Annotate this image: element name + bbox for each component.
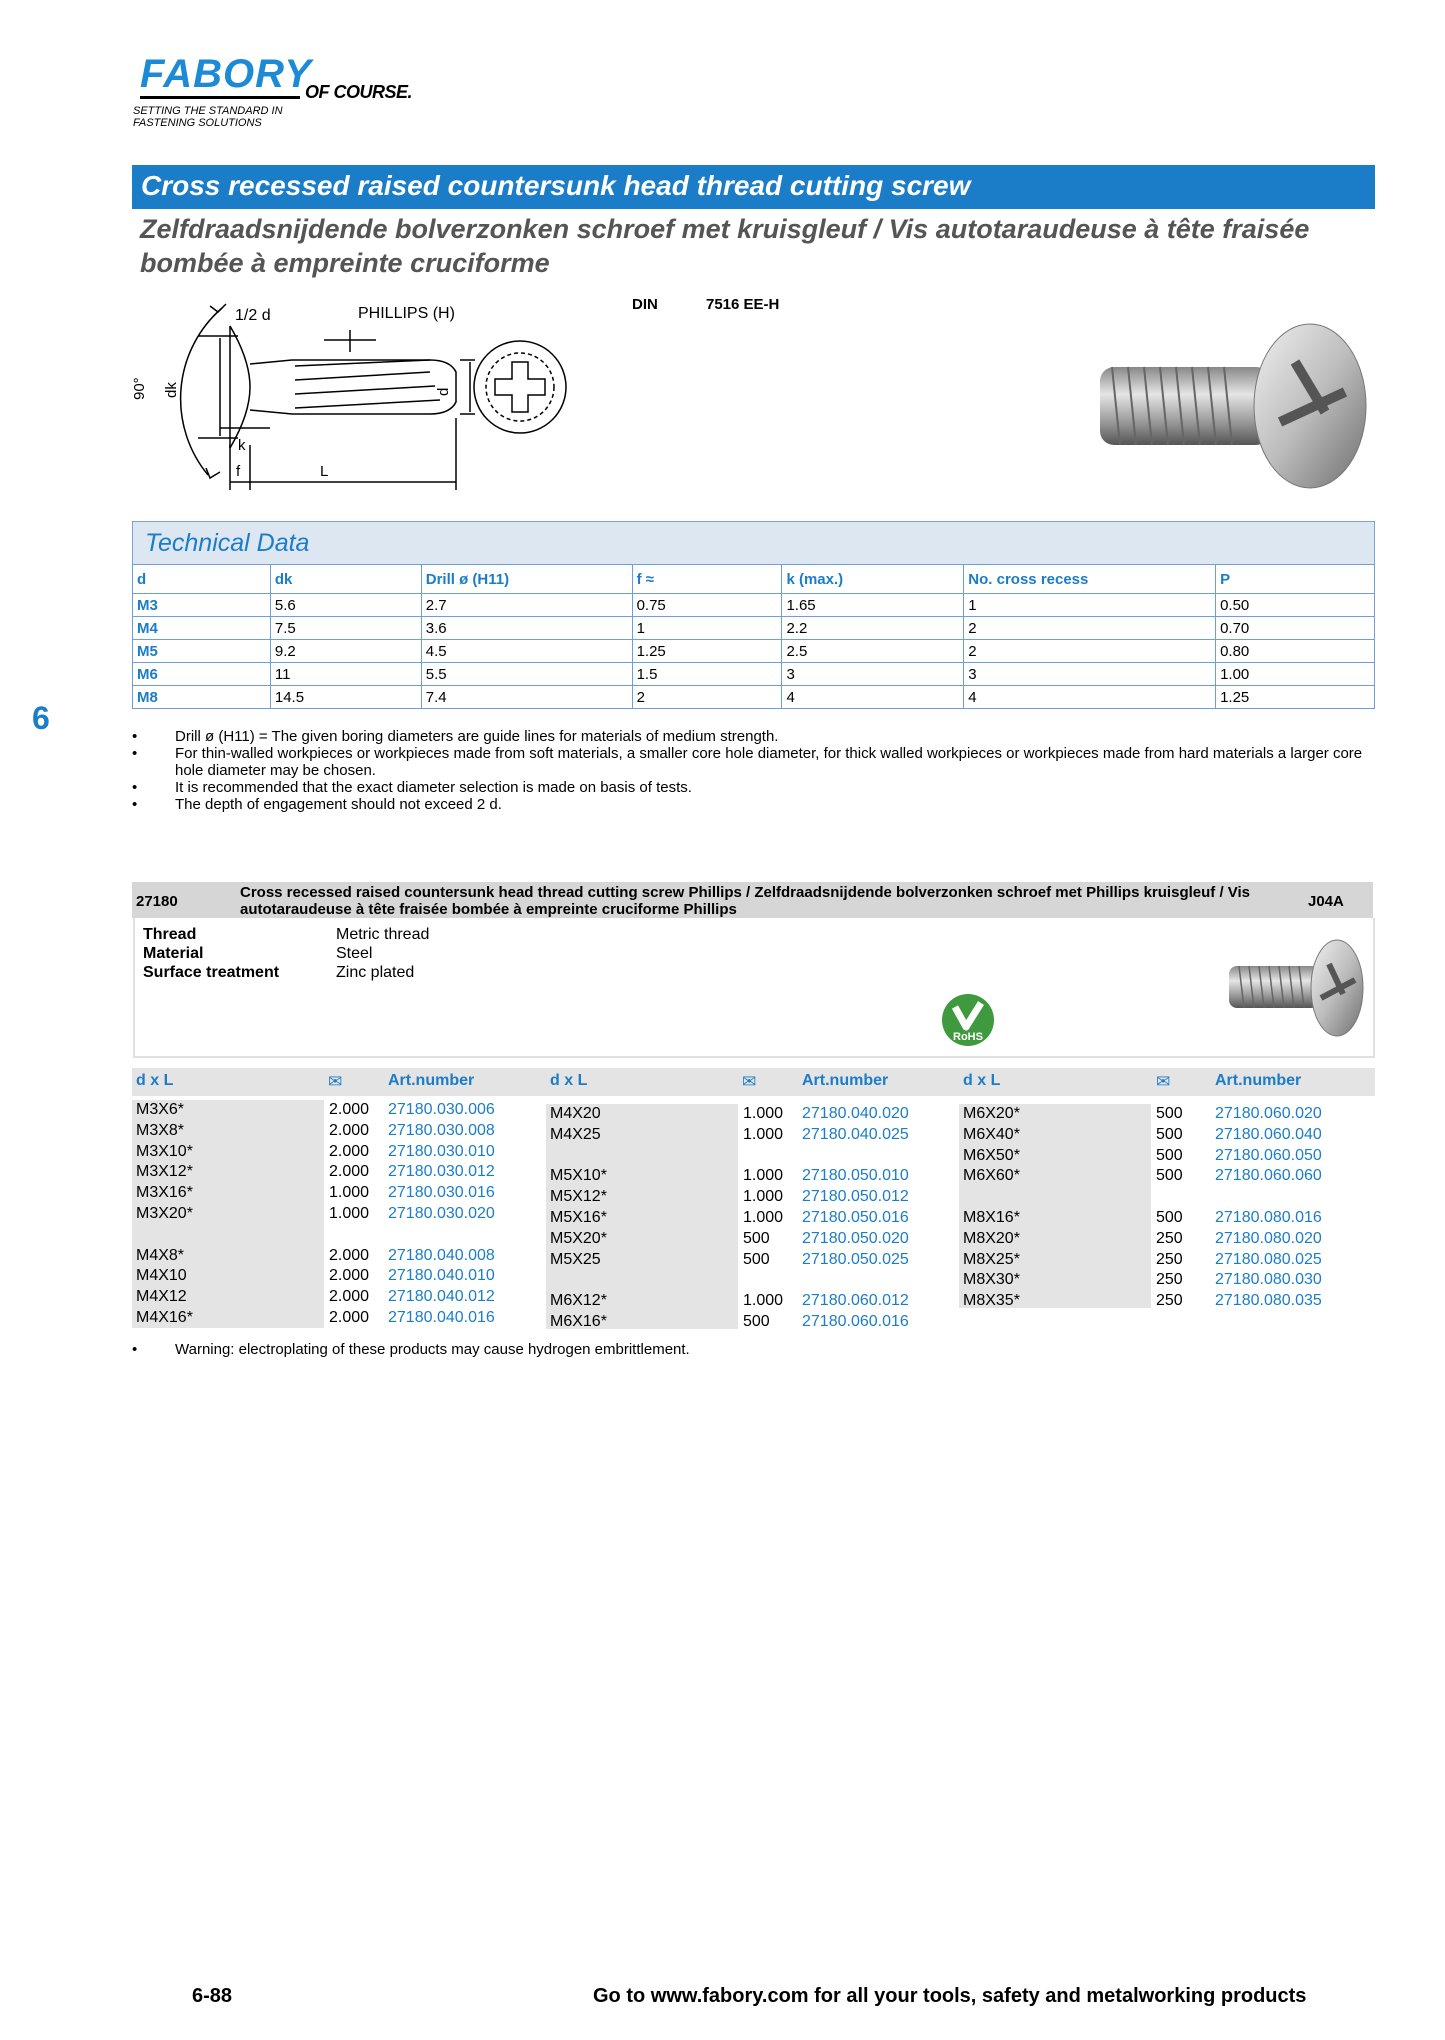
- col-header: d: [133, 565, 271, 594]
- article-qty: 1.000: [743, 1125, 784, 1143]
- product-number: 27180: [136, 893, 178, 910]
- article-size: M3X6*: [136, 1101, 185, 1118]
- list-item: [136, 1183, 546, 1204]
- article-number-link[interactable]: 27180.060.060: [1215, 1167, 1322, 1185]
- article-number-link[interactable]: 27180.030.008: [388, 1121, 495, 1139]
- table-cell: 0.75: [632, 594, 782, 617]
- table-cell: 1: [964, 594, 1216, 617]
- article-qty: 2.000: [329, 1308, 370, 1326]
- article-number-link[interactable]: 27180.080.020: [1215, 1229, 1322, 1247]
- article-size: M3X12*: [136, 1163, 193, 1181]
- article-qty: 2.000: [329, 1288, 370, 1306]
- header-dxl: d x L: [963, 1072, 1001, 1089]
- screw-photo: [1090, 322, 1380, 502]
- article-size: M5X10*: [550, 1167, 607, 1185]
- article-size: M5X25: [550, 1250, 601, 1268]
- article-number-link[interactable]: 27180.030.012: [388, 1163, 495, 1181]
- article-number-link[interactable]: 27180.040.016: [388, 1308, 495, 1326]
- article-size: M3X20*: [136, 1204, 193, 1222]
- chapter-number: 6: [32, 700, 50, 736]
- table-cell: M4: [133, 617, 271, 640]
- table-header-row: [133, 565, 1375, 594]
- article-column-2: [550, 1104, 960, 1333]
- col-header: No. cross recess: [964, 565, 1216, 594]
- prop-value: Zinc plated: [336, 964, 415, 981]
- label-d: d: [435, 387, 452, 396]
- technical-drawing: [130, 290, 600, 500]
- table-cell: 0.70: [1216, 617, 1375, 640]
- article-size: M4X12: [136, 1288, 187, 1306]
- product-properties-box: [133, 918, 1375, 1058]
- article-number-link[interactable]: 27180.080.025: [1215, 1250, 1322, 1268]
- table-row: [133, 663, 1375, 686]
- list-item: [550, 1229, 960, 1250]
- note-list: [0, 728, 1445, 813]
- article-number-link[interactable]: 27180.060.040: [1215, 1125, 1322, 1143]
- article-number-link[interactable]: 27180.080.035: [1215, 1292, 1322, 1310]
- list-item: [550, 1125, 960, 1146]
- article-number-link[interactable]: 27180.050.010: [802, 1167, 909, 1185]
- article-size: M5X20*: [550, 1229, 607, 1247]
- article-number-link[interactable]: 27180.050.012: [802, 1188, 909, 1206]
- table-cell: 7.5: [270, 617, 421, 640]
- article-number-link[interactable]: 27180.060.020: [1215, 1105, 1322, 1122]
- article-qty: 500: [1156, 1105, 1183, 1122]
- list-item: [963, 1125, 1373, 1146]
- article-number-link[interactable]: 27180.040.010: [388, 1267, 495, 1285]
- article-qty: 1.000: [743, 1105, 784, 1122]
- article-number-link[interactable]: 27180.050.025: [802, 1250, 909, 1268]
- list-item: • Warning: electroplating of these products may cause hydrogen embrittlement.: [132, 1341, 690, 1358]
- table-cell: 5.6: [270, 594, 421, 617]
- table-cell: 1.00: [1216, 663, 1375, 686]
- list-item: [963, 1250, 1373, 1271]
- din-label: DIN: [632, 296, 658, 313]
- article-size: M6X12*: [550, 1292, 607, 1310]
- article-qty: 500: [743, 1312, 770, 1330]
- package-icon: ✉: [1156, 1072, 1171, 1091]
- prop-key: Material: [143, 945, 204, 962]
- prop-value: Metric thread: [336, 926, 430, 943]
- article-size: M8X20*: [963, 1229, 1020, 1247]
- article-qty: 2.000: [329, 1246, 370, 1264]
- table-cell: 7.4: [421, 686, 632, 709]
- article-size: M8X25*: [963, 1250, 1020, 1268]
- table-cell: M3: [133, 594, 271, 617]
- col-header: dk: [270, 565, 421, 594]
- article-size: M8X35*: [963, 1292, 1020, 1310]
- article-qty: 500: [1156, 1167, 1183, 1185]
- list-item: • The depth of engagement should not exceed 2 d.: [132, 796, 502, 813]
- header-art: Art.number: [802, 1072, 889, 1089]
- article-size: M5X12*: [550, 1188, 607, 1206]
- article-number-link[interactable]: 27180.060.050: [1215, 1146, 1322, 1164]
- list-item: [136, 1308, 546, 1329]
- article-size: M4X25: [550, 1125, 601, 1143]
- label-k: k: [238, 437, 246, 454]
- package-icon: ✉: [742, 1072, 757, 1091]
- article-number-link[interactable]: 27180.040.025: [802, 1125, 909, 1143]
- article-number-link[interactable]: 27180.060.016: [802, 1312, 909, 1330]
- article-qty: 1.000: [329, 1204, 370, 1222]
- article-size: M4X20: [550, 1105, 601, 1122]
- list-item: [963, 1208, 1373, 1229]
- table-row: [133, 617, 1375, 640]
- article-number-link[interactable]: 27180.030.010: [388, 1142, 495, 1160]
- label-angle: 90°: [131, 377, 148, 400]
- article-qty: 500: [743, 1250, 770, 1268]
- article-qty: 1.000: [743, 1208, 784, 1226]
- article-number-link[interactable]: 27180.080.016: [1215, 1208, 1322, 1226]
- table-cell: 14.5: [270, 686, 421, 709]
- article-qty: 2.000: [329, 1142, 370, 1160]
- list-item: [550, 1312, 960, 1333]
- article-number-link[interactable]: 27180.060.012: [802, 1292, 909, 1310]
- article-number-link[interactable]: 27180.040.008: [388, 1246, 495, 1264]
- table-cell: 3: [964, 663, 1216, 686]
- table-cell: 2.7: [421, 594, 632, 617]
- article-number-link[interactable]: 27180.030.020: [388, 1204, 495, 1222]
- list-item: [963, 1187, 1373, 1208]
- list-item: [963, 1146, 1373, 1167]
- table-cell: 0.50: [1216, 594, 1375, 617]
- list-item: [963, 1166, 1373, 1187]
- brand-suffix: OF COURSE.: [305, 82, 413, 102]
- table-cell: 1: [632, 617, 782, 640]
- page-number: 6-88: [192, 1985, 233, 2007]
- article-size: M3X8*: [136, 1121, 185, 1139]
- table-cell: 11: [270, 663, 421, 686]
- page-subtitle: Zelfdraadsnijdende bolverzonken schroef met kruisgleuf / Vis autotaraudeuse à tête fraisée bombée à empreinte cruciforme: [140, 214, 1310, 278]
- list-item: [550, 1146, 960, 1167]
- article-size: M3X10*: [136, 1142, 193, 1160]
- brand-tagline: SETTING THE STANDARD IN FASTENING SOLUTIONS: [133, 105, 283, 129]
- page-title: Cross recessed raised countersunk head thread cutting screw: [141, 170, 971, 201]
- list-item: • For thin-walled workpieces or workpieces made from soft materials, a smaller core hole diameter, for thick walled workpieces or workpieces made from hard materials a larger core hole diameter may be chosen.: [132, 745, 1363, 779]
- table-cell: 3.6: [421, 617, 632, 640]
- label-half-d: 1/2 d: [235, 307, 271, 324]
- rohs-label: RoHS: [953, 1031, 983, 1043]
- header-art: Art.number: [388, 1072, 475, 1089]
- article-number-link[interactable]: 27180.050.020: [802, 1229, 909, 1247]
- list-item: [136, 1121, 546, 1142]
- article-size: M3X16*: [136, 1184, 193, 1202]
- article-size: M8X30*: [963, 1271, 1020, 1289]
- article-qty: 500: [1156, 1125, 1183, 1143]
- article-number-link[interactable]: 27180.030.006: [388, 1101, 495, 1118]
- col-header: f ≈: [632, 565, 782, 594]
- product-code: J04A: [1308, 893, 1344, 910]
- article-qty: 500: [1156, 1208, 1183, 1226]
- table-cell: 9.2: [270, 640, 421, 663]
- list-item: • Drill ø (H11) = The given boring diameters are guide lines for materials of medium strength.: [132, 728, 779, 745]
- list-item: [136, 1204, 546, 1225]
- table-cell: 3: [782, 663, 964, 686]
- list-item: [136, 1100, 546, 1121]
- header-art: Art.number: [1215, 1072, 1302, 1089]
- list-item: [136, 1225, 546, 1246]
- article-qty: 2.000: [329, 1267, 370, 1285]
- table-cell: 2: [964, 617, 1216, 640]
- rohs-badge: [938, 993, 998, 1047]
- article-column-3: [963, 1104, 1373, 1312]
- label-dk: dk: [163, 382, 180, 398]
- list-item: [550, 1208, 960, 1229]
- article-size: M4X10: [136, 1267, 187, 1285]
- header-dxl: d x L: [136, 1072, 174, 1089]
- col-header: Drill ø (H11): [421, 565, 632, 594]
- table-cell: 0.80: [1216, 640, 1375, 663]
- list-item: [136, 1287, 546, 1308]
- article-qty: 500: [1156, 1146, 1183, 1164]
- table-cell: 4.5: [421, 640, 632, 663]
- article-size: M6X60*: [963, 1167, 1020, 1185]
- table-cell: 2: [964, 640, 1216, 663]
- prop-key: Surface treatment: [143, 964, 280, 981]
- table-cell: 1.25: [632, 640, 782, 663]
- table-row: [133, 686, 1375, 709]
- table-cell: M8: [133, 686, 271, 709]
- table-cell: M5: [133, 640, 271, 663]
- article-qty: 2.000: [329, 1121, 370, 1139]
- article-qty: 250: [1156, 1292, 1183, 1310]
- product-description: Cross recessed raised countersunk head thread cutting screw Phillips / Zelfdraadsnijdende bolverzonken schroef met Phillips kruisgleuf / Vis autotaraudeuse à tête fraisée bombée à empreinte cruciforme Phillips: [240, 884, 1251, 918]
- article-size: M6X16*: [550, 1312, 607, 1330]
- article-qty: 250: [1156, 1250, 1183, 1268]
- logo-rule: [140, 96, 300, 99]
- table-cell: 1.65: [782, 594, 964, 617]
- package-icon: ✉: [328, 1072, 343, 1091]
- table-cell: 1.25: [1216, 686, 1375, 709]
- list-item: [963, 1291, 1373, 1312]
- article-size: M4X16*: [136, 1308, 193, 1326]
- col-header: k (max.): [782, 565, 964, 594]
- list-item: [550, 1187, 960, 1208]
- list-item: [550, 1270, 960, 1291]
- article-qty: 1.000: [329, 1184, 370, 1202]
- table-cell: 2.5: [782, 640, 964, 663]
- list-item: [136, 1266, 546, 1287]
- article-number-link[interactable]: 27180.080.030: [1215, 1271, 1322, 1289]
- article-qty: 2.000: [329, 1101, 370, 1118]
- table-cell: 1.5: [632, 663, 782, 686]
- technical-data-table: [132, 564, 1375, 709]
- article-number-link[interactable]: 27180.050.016: [802, 1208, 909, 1226]
- table-row: [133, 594, 1375, 617]
- article-size: M5X16*: [550, 1208, 607, 1226]
- list-item: [136, 1142, 546, 1163]
- table-cell: 4: [782, 686, 964, 709]
- prop-key: Thread: [143, 926, 197, 943]
- article-number-link[interactable]: 27180.040.012: [388, 1288, 495, 1306]
- prop-value: Steel: [336, 945, 373, 962]
- article-qty: 250: [1156, 1271, 1183, 1289]
- article-qty: 250: [1156, 1229, 1183, 1247]
- article-number-link[interactable]: 27180.030.016: [388, 1184, 495, 1202]
- screw-thumbnail: [1225, 936, 1365, 1046]
- table-cell: 2.2: [782, 617, 964, 640]
- list-item: [550, 1166, 960, 1187]
- label-phillips: PHILLIPS (H): [358, 305, 455, 322]
- table-cell: 2: [632, 686, 782, 709]
- list-item: [136, 1162, 546, 1183]
- list-item: [550, 1104, 960, 1125]
- article-size: M6X20*: [963, 1105, 1020, 1122]
- brand-logo: FABORY: [140, 52, 312, 96]
- header-dxl: d x L: [550, 1072, 588, 1089]
- article-qty: 1.000: [743, 1167, 784, 1185]
- list-item: [963, 1270, 1373, 1291]
- article-size: M8X16*: [963, 1208, 1020, 1226]
- article-size: M6X50*: [963, 1146, 1020, 1164]
- article-qty: 1.000: [743, 1188, 784, 1206]
- table-row: [133, 640, 1375, 663]
- list-item: [963, 1104, 1373, 1125]
- article-number-link[interactable]: 27180.040.020: [802, 1105, 909, 1122]
- label-f: f: [236, 463, 241, 480]
- label-L: L: [320, 463, 329, 480]
- article-column-1: [136, 1100, 546, 1329]
- article-size: M6X40*: [963, 1125, 1020, 1143]
- article-qty: 2.000: [329, 1163, 370, 1181]
- list-item: [550, 1291, 960, 1312]
- din-value: 7516 EE-H: [706, 296, 780, 313]
- list-item: • It is recommended that the exact diameter selection is made on basis of tests.: [132, 779, 692, 796]
- article-size: M4X8*: [136, 1246, 185, 1264]
- table-cell: 5.5: [421, 663, 632, 686]
- list-item: [550, 1250, 960, 1271]
- footer-text: Go to www.fabory.com for all your tools, safety and metalworking products: [593, 1985, 1307, 2007]
- table-cell: M6: [133, 663, 271, 686]
- list-item: [136, 1246, 546, 1267]
- col-header: P: [1216, 565, 1375, 594]
- article-qty: 500: [743, 1229, 770, 1247]
- table-cell: 4: [964, 686, 1216, 709]
- technical-data-heading: Technical Data: [132, 521, 1375, 565]
- article-qty: 1.000: [743, 1292, 784, 1310]
- list-item: [963, 1229, 1373, 1250]
- warning-note: [0, 1341, 1445, 1358]
